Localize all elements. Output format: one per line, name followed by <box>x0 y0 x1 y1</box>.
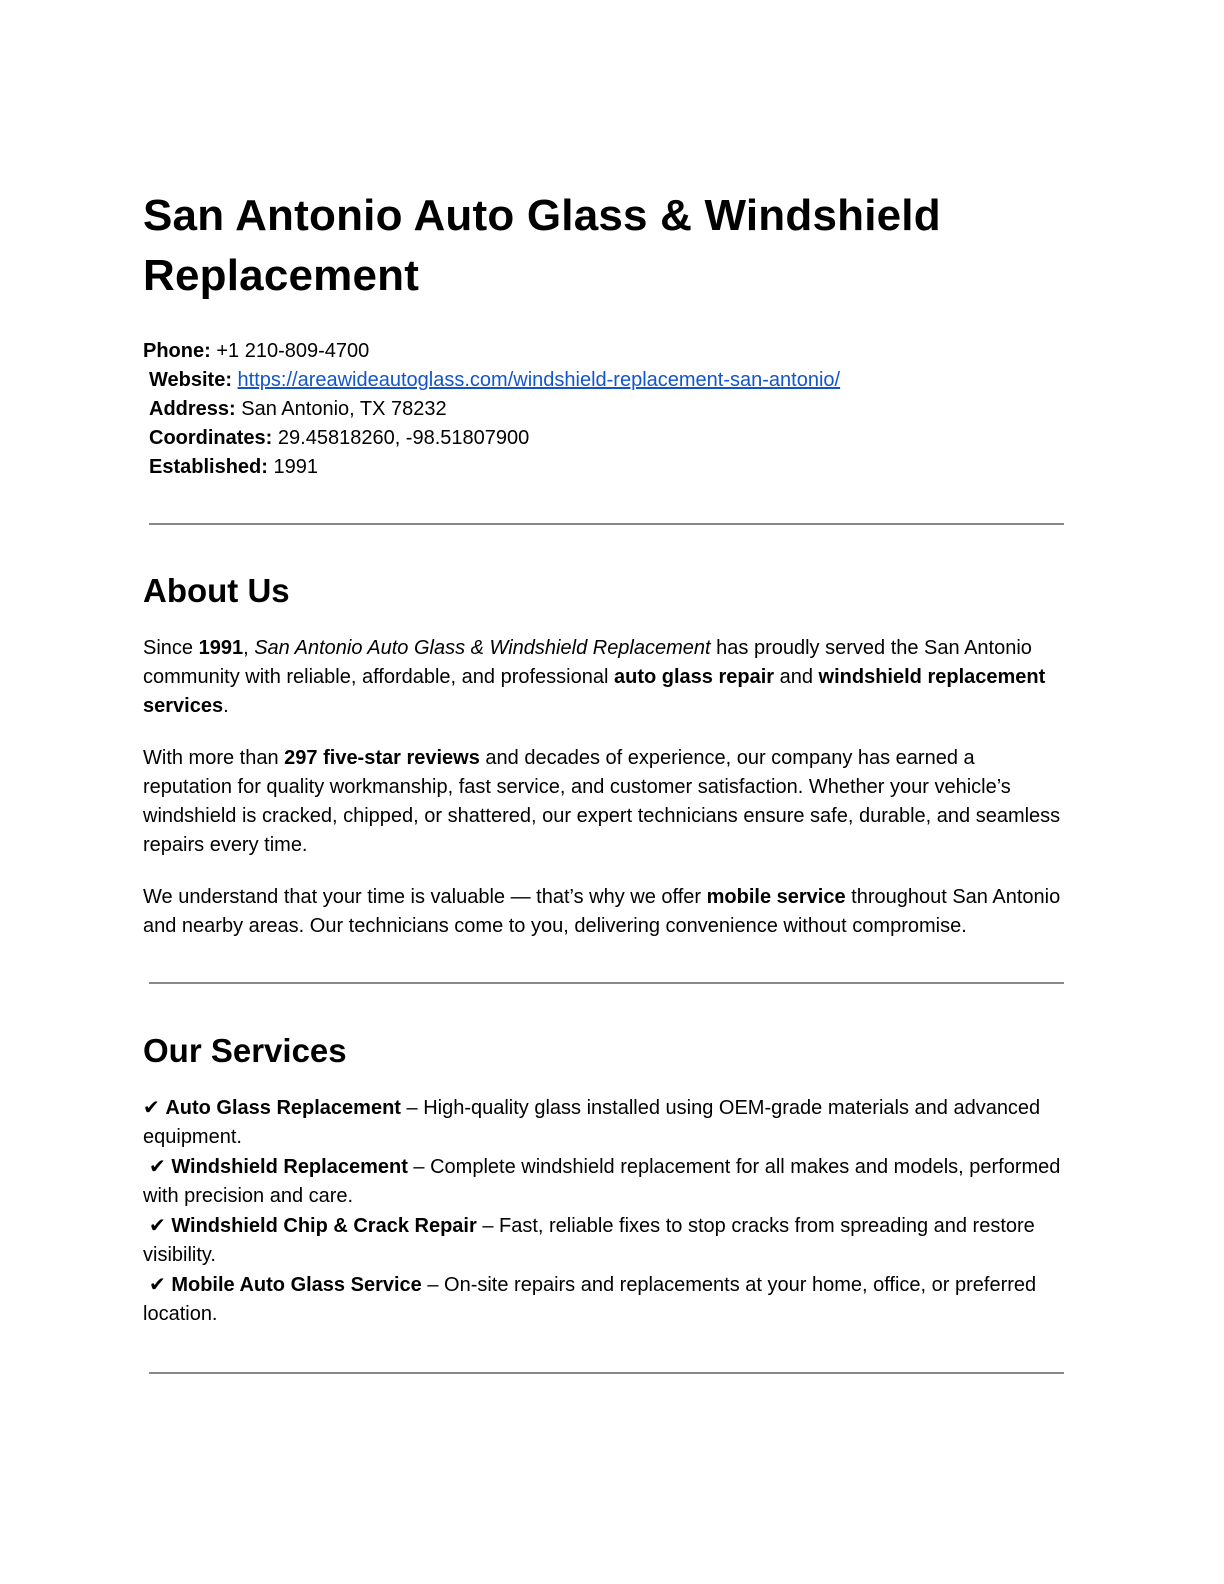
about-p1-company-name: San Antonio Auto Glass & Windshield Replacement <box>254 637 711 659</box>
about-p3-highlight: mobile service <box>706 886 846 908</box>
service-description: – Complete windshield replacement for all makes and models, performed with precision and care. <box>143 1156 1061 1207</box>
about-heading: About Us <box>143 572 290 609</box>
address-label: Address: <box>149 398 236 420</box>
address-row <box>143 395 1068 424</box>
about-p2-text: and decades of experience, our company has earned a reputation for quality workmanship, fast service, and customer satisfaction. Whether your vehicle’s windshield is cracked, chipped, or shattered, our expert technicians ensure safe, durable, and seamless repairs every time. <box>143 747 1061 856</box>
service-item <box>143 1211 1068 1270</box>
contact-info <box>143 337 1068 482</box>
phone-row <box>143 337 1068 366</box>
coordinates-value: 29.45818260, -98.51807900 <box>277 427 530 449</box>
coordinates-row <box>143 424 1068 453</box>
section-divider <box>149 523 1064 525</box>
services-list <box>143 1093 1068 1329</box>
section-divider <box>149 1372 1064 1374</box>
service-name: Auto Glass Replacement <box>165 1097 401 1119</box>
service-item <box>143 1152 1068 1211</box>
about-p1-text: . <box>223 695 229 717</box>
about-p1-highlight: auto glass repair <box>614 666 775 688</box>
about-p3-text: throughout San Antonio and nearby areas. Our technicians come to you, delivering convenience without compromise. <box>143 886 1061 937</box>
about-p1-highlight: windshield replacement services <box>143 666 1046 717</box>
service-item <box>143 1093 1068 1152</box>
phone-value: +1 210-809-4700 <box>216 340 370 362</box>
about-p1-text: has proudly served the San Antonio community with reliable, affordable, and professional <box>143 637 1032 688</box>
established-value: 1991 <box>273 456 318 478</box>
about-p1-text: Since <box>143 637 199 659</box>
service-name: Mobile Auto Glass Service <box>171 1274 422 1296</box>
checkmark-icon: ✔ <box>149 1272 166 1296</box>
website-row <box>143 366 1068 395</box>
established-label: Established: <box>149 456 268 478</box>
about-p1-year: 1991 <box>198 637 244 659</box>
service-description: – High-quality glass installed using OEM-grade materials and advanced equipment. <box>143 1097 1041 1148</box>
address-value: San Antonio, TX 78232 <box>241 398 447 420</box>
service-description: – On-site repairs and replacements at your home, office, or preferred location. <box>143 1274 1037 1325</box>
section-divider <box>149 982 1064 984</box>
document-page <box>143 186 1068 1374</box>
service-item <box>143 1270 1068 1329</box>
phone-label: Phone: <box>143 340 211 362</box>
service-name: Windshield Replacement <box>171 1156 408 1178</box>
checkmark-icon: ✔ <box>149 1213 166 1237</box>
services-heading: Our Services <box>143 1032 347 1069</box>
checkmark-icon: ✔ <box>149 1154 166 1178</box>
about-p3-text: We understand that your time is valuable — that’s why we offer <box>143 886 707 908</box>
about-paragraph-2 <box>143 744 1068 860</box>
about-p1-text: and <box>774 666 819 688</box>
about-p1-text: , <box>243 637 255 659</box>
page-title: San Antonio Auto Glass & Windshield Replacement <box>143 191 941 300</box>
service-description: – Fast, reliable fixes to stop cracks from spreading and restore visibility. <box>143 1215 1035 1266</box>
about-paragraph-1 <box>143 634 1068 721</box>
about-paragraph-3 <box>143 883 1068 941</box>
about-p2-text: With more than <box>143 747 285 769</box>
established-row <box>143 453 1068 482</box>
website-link[interactable]: https://areawideautoglass.com/windshield-replacement-san-antonio/ <box>237 369 841 391</box>
checkmark-icon: ✔ <box>143 1095 160 1119</box>
website-label: Website: <box>149 369 232 391</box>
service-name: Windshield Chip & Crack Repair <box>171 1215 477 1237</box>
coordinates-label: Coordinates: <box>149 427 273 449</box>
about-p2-reviews: 297 five-star reviews <box>284 747 480 769</box>
